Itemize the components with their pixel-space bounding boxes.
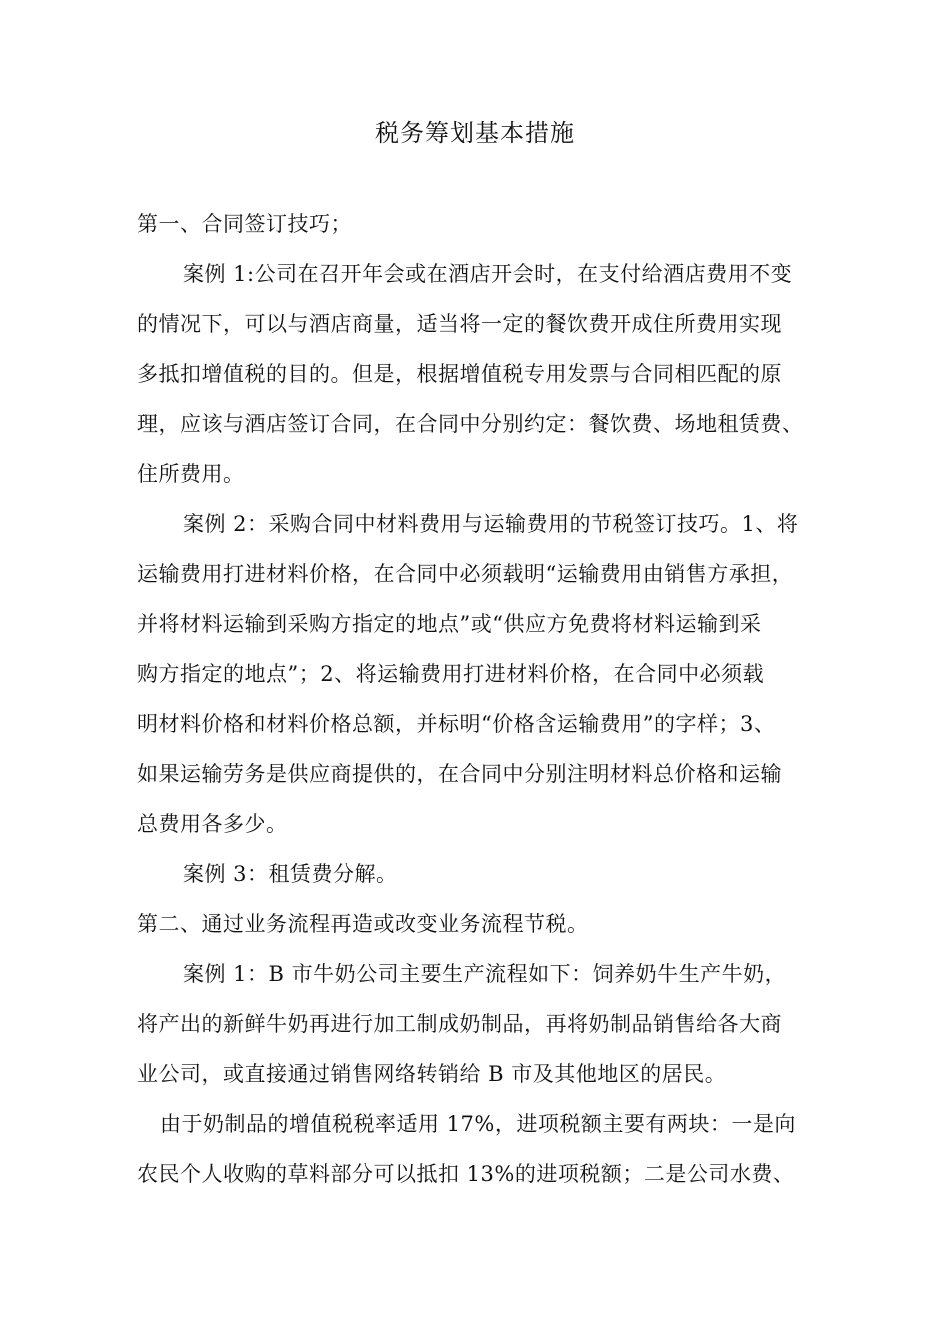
paragraph-line: 明材料价格和材料价格总额，并标明“价格含运输费用”的字样；3、 — [137, 712, 776, 736]
paragraph-line: 由于奶制品的增值税税率适用 17%，进项税额主要有两块：一是向 — [160, 1112, 796, 1136]
paragraph-line-heading-1: 第一、合同签订技巧； — [137, 212, 352, 236]
paragraph-line: 住所费用。 — [137, 462, 245, 486]
paragraph-line: 农民个人收购的草料部分可以抵扣 13%的进项税额；二是公司水费、 — [137, 1162, 795, 1186]
paragraph-line: 案例 3：租赁费分解。 — [183, 862, 398, 886]
paragraph-line: 理，应该与酒店签订合同，在合同中分别约定：餐饮费、场地租赁费、 — [137, 412, 804, 436]
paragraph-line: 购方指定的地点”；2、将运输费用打进材料价格，在合同中必须载 — [137, 662, 765, 686]
paragraph-line: 案例 1:公司在召开年会或在酒店开会时，在支付给酒店费用不变 — [183, 262, 793, 286]
paragraph-line: 案例 1：B 市牛奶公司主要生产流程如下：饲养奶牛生产牛奶， — [183, 962, 787, 986]
document-title: 税务筹划基本措施 — [375, 119, 575, 147]
paragraph-line: 多抵扣增值税的目的。但是，根据增值税专用发票与合同相匹配的原 — [137, 362, 782, 386]
paragraph-line: 总费用各多少。 — [137, 812, 288, 836]
paragraph-line: 的情况下，可以与酒店商量，适当将一定的餐饮费开成住所费用实现 — [137, 312, 782, 336]
paragraph-line: 案例 2：采购合同中材料费用与运输费用的节税签订技巧。1、将 — [183, 512, 799, 536]
paragraph-line: 业公司，或直接通过销售网络转销给 B 市及其他地区的居民。 — [137, 1062, 727, 1086]
paragraph-line: 并将材料运输到采购方指定的地点”或“供应方免费将材料运输到采 — [137, 612, 762, 636]
paragraph-line: 运输费用打进材料价格，在合同中必须载明“运输费用由销售方承担， — [137, 562, 794, 586]
paragraph-line: 将产出的新鲜牛奶再进行加工制成奶制品，再将奶制品销售给各大商 — [137, 1012, 782, 1036]
paragraph-line: 如果运输劳务是供应商提供的，在合同中分别注明材料总价格和运输 — [137, 762, 782, 786]
paragraph-line-heading-2: 第二、通过业务流程再造或改变业务流程节税。 — [137, 912, 589, 936]
